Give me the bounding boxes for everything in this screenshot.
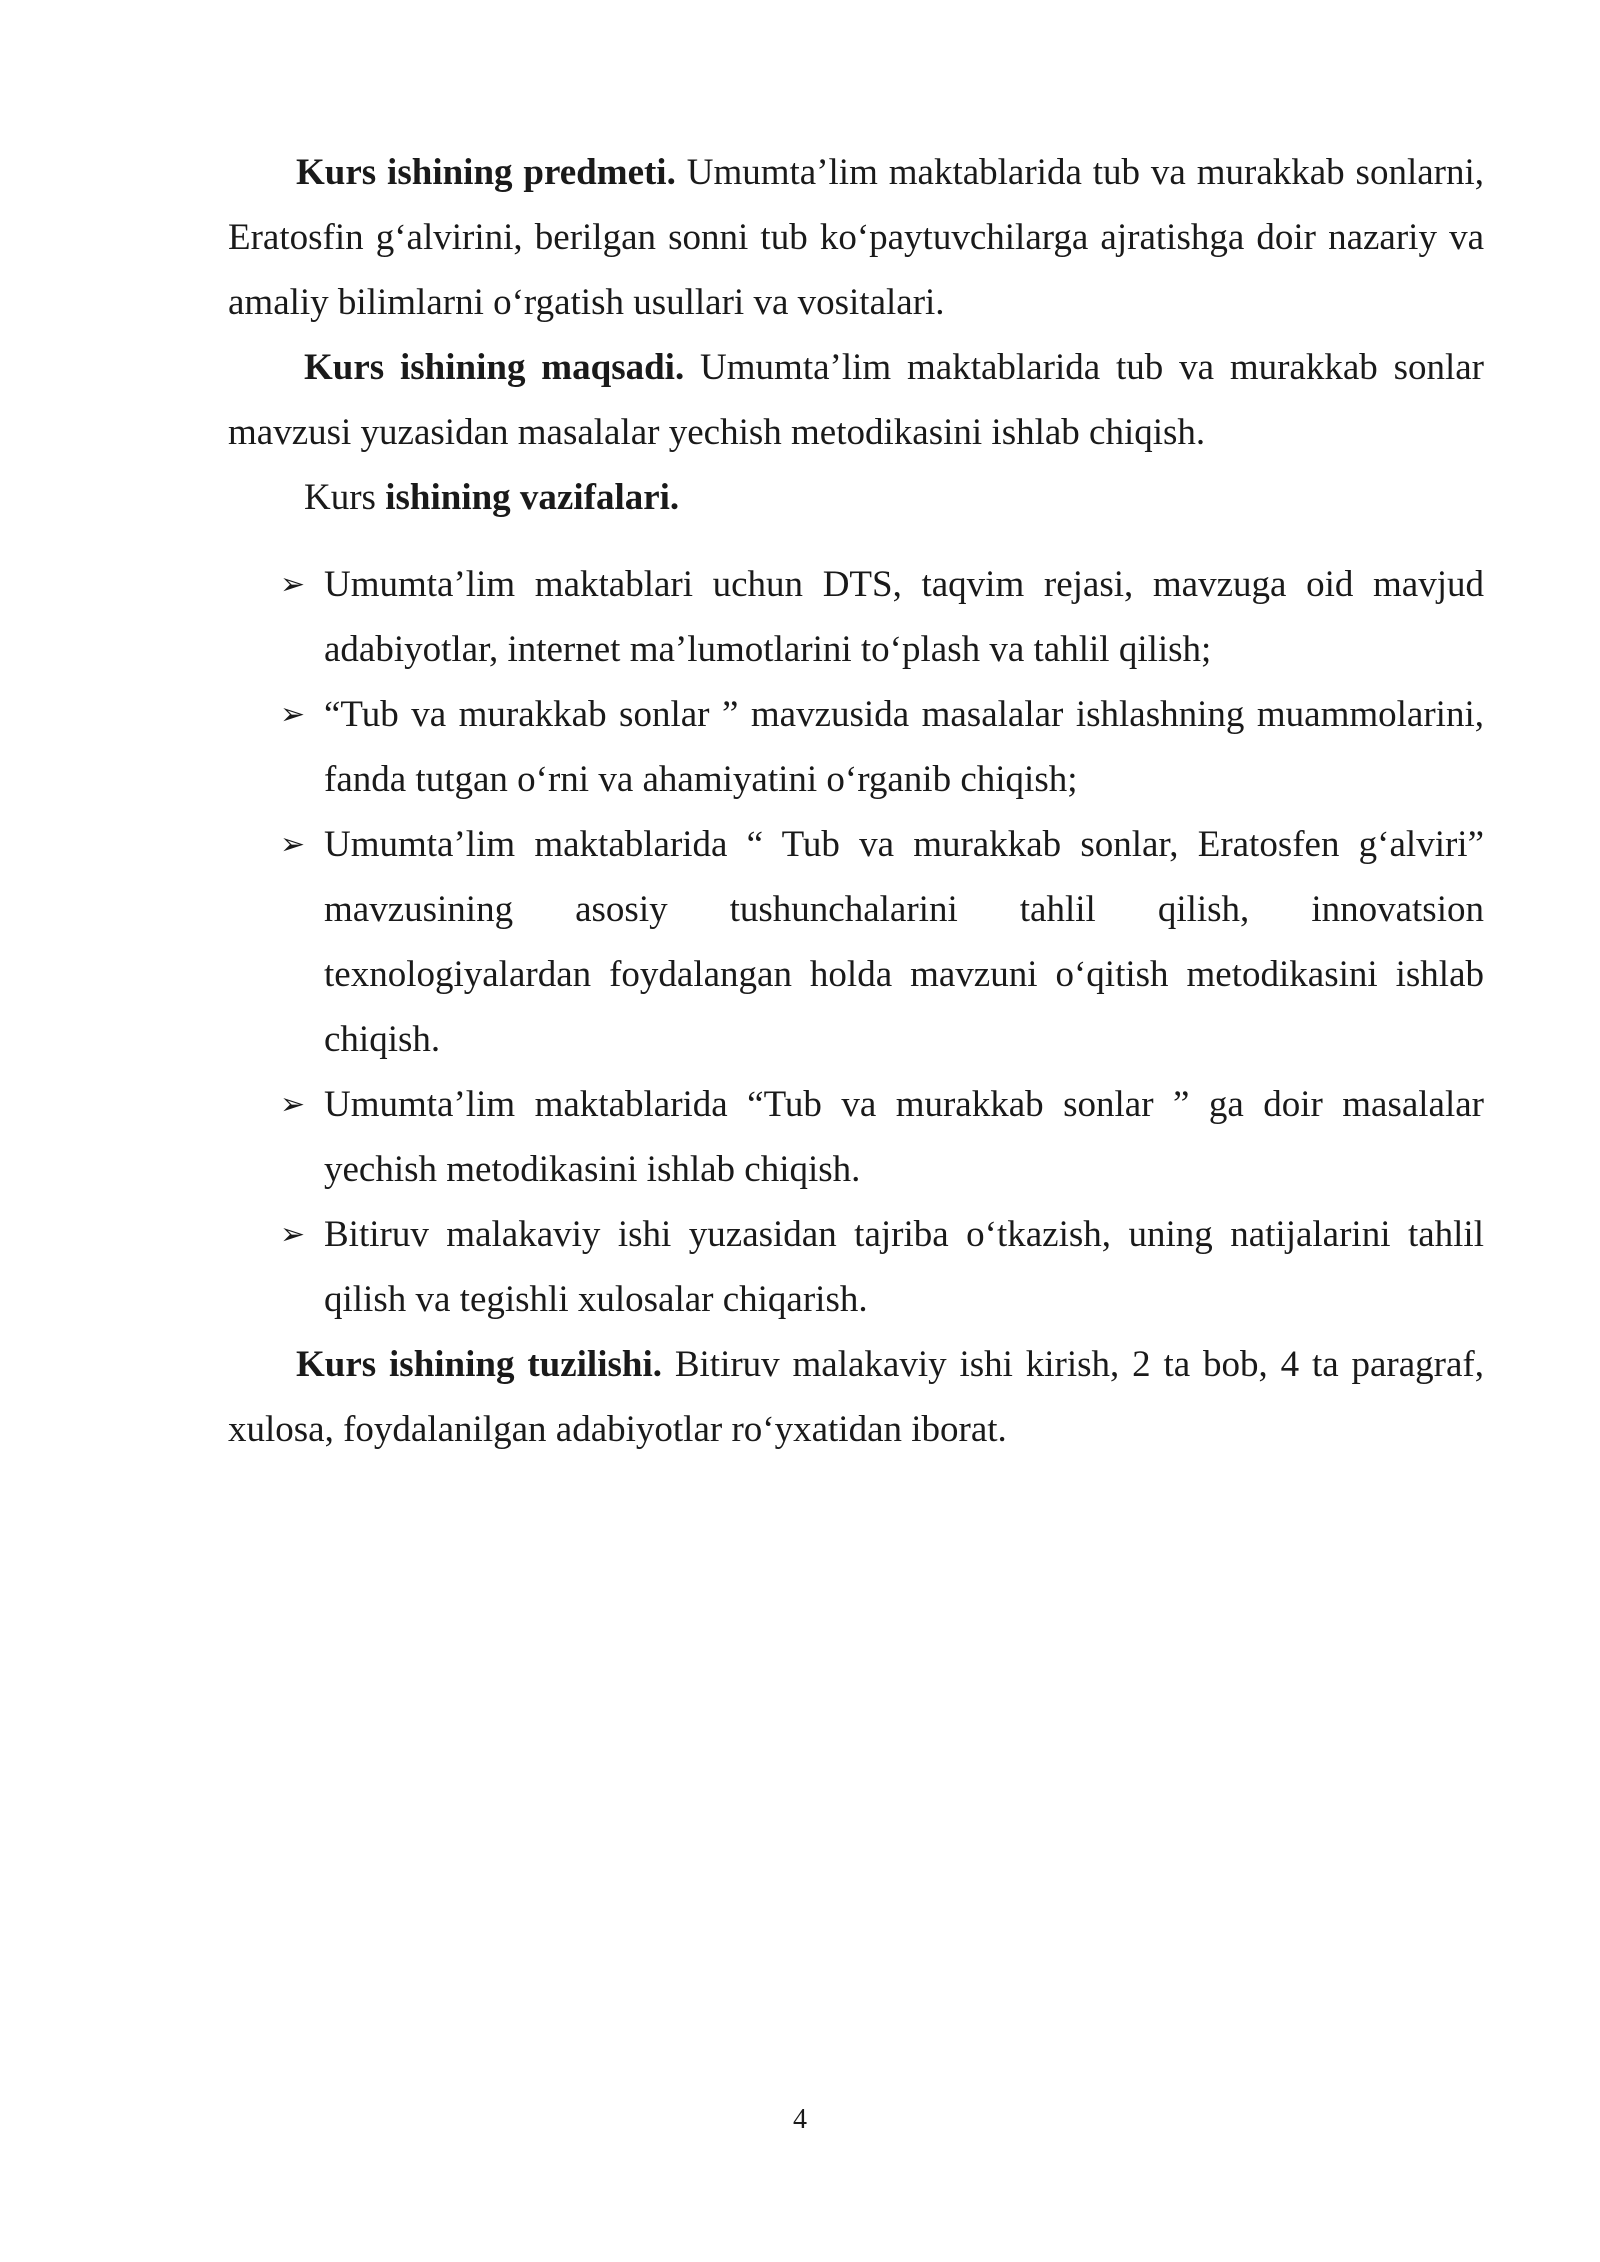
heading-predmeti: Kurs ishining predmeti. — [296, 152, 676, 193]
task-text: Umumta’lim maktablarida “ Tub va murakkab sonlar, Eratosfen g‘alviri” mavzusining asosiy tushunchalarini tahlil qilish, innovatsion texnologiyalardan foydalangan holda mavzuni o‘qitish metodikasini ishlab chiqish. — [324, 824, 1484, 1060]
text-maqsadi: Umumta’lim maktablarida tub va murakkab sonlar mavzusi yuzasidan masalalar yechish metodikasini ishlab chiqish. — [228, 347, 1485, 453]
prefix-vazifalari: Kurs — [304, 477, 386, 518]
paragraph-tuzilishi — [228, 1332, 1484, 1462]
arrow-bullet-icon: ➢ — [280, 697, 306, 732]
task-list — [228, 552, 1484, 1332]
page-number: 4 — [793, 2104, 807, 2135]
arrow-bullet-icon: ➢ — [280, 1217, 306, 1252]
task-text: “Tub va murakkab sonlar ” mavzusida masalalar ishlashning muammolarini, fanda tutgan o‘rni va ahamiyatini o‘rganib chiqish; — [324, 694, 1484, 800]
list-item — [228, 1072, 1484, 1202]
list-item — [228, 1202, 1484, 1332]
paragraph-maqsadi — [228, 335, 1484, 465]
arrow-bullet-icon: ➢ — [280, 1087, 306, 1122]
list-item — [228, 812, 1484, 1072]
paragraph-vazifalari — [228, 465, 1484, 530]
paragraph-predmeti — [228, 140, 1484, 335]
list-item — [228, 552, 1484, 682]
heading-tuzilishi: Kurs ishining tuzilishi. — [296, 1344, 662, 1385]
heading-maqsadi: Kurs ishining maqsadi. — [304, 347, 685, 388]
text-predmeti: Umumta’lim maktablarida tub va murakkab sonlarni, Eratosfin g‘alvirini, berilgan sonni tub ko‘paytuvchilarga ajratishga doir nazariy va amaliy bilimlarni o‘rgatish usullari va vositalari. — [228, 152, 1485, 323]
heading-vazifalari: ishining vazifalari. — [385, 477, 680, 518]
task-text: Umumta’lim maktablari uchun DTS, taqvim rejasi, mavzuga oid mavjud adabiyotlar, internet ma’lumotlarini to‘plash va tahlil qilish; — [324, 564, 1484, 670]
arrow-bullet-icon: ➢ — [280, 827, 306, 862]
task-text: Umumta’lim maktablarida “Tub va murakkab sonlar ” ga doir masalalar yechish metodikasini ishlab chiqish. — [324, 1084, 1484, 1190]
document-page — [228, 140, 1484, 1462]
text-tuzilishi: Bitiruv malakaviy ishi kirish, 2 ta bob, 4 ta paragraf, xulosa, foydalanilgan adabiyotlar ro‘yxatidan iborat. — [228, 1344, 1484, 1450]
task-text: Bitiruv malakaviy ishi yuzasidan tajriba o‘tkazish, uning natijalarini tahlil qilish va tegishli xulosalar chiqarish. — [324, 1214, 1484, 1320]
arrow-bullet-icon: ➢ — [280, 567, 306, 602]
list-item — [228, 682, 1484, 812]
